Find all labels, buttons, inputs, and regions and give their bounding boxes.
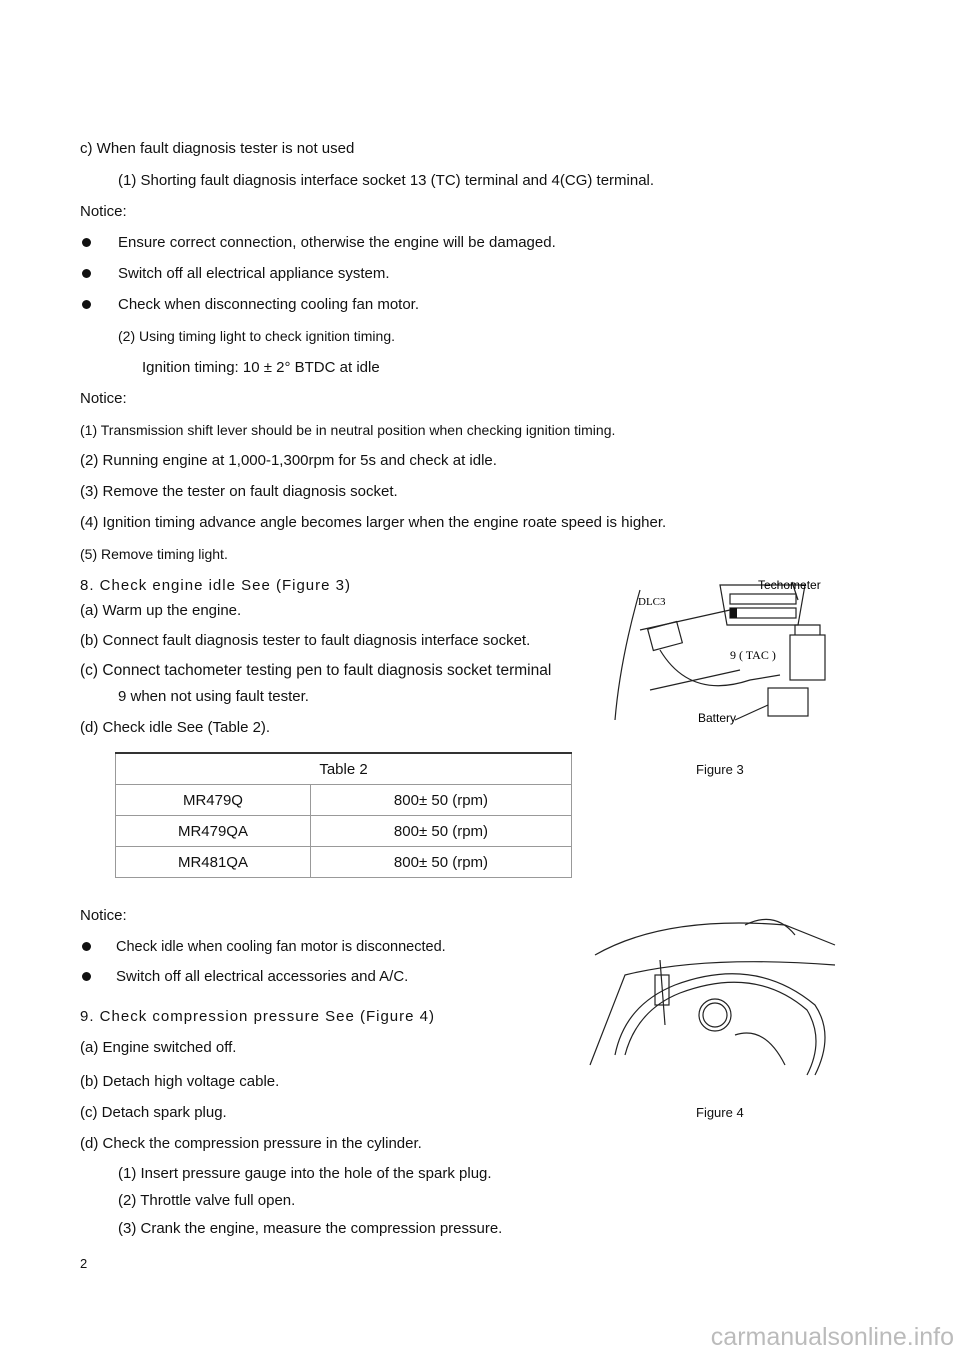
dlc3-label: DLC3 <box>638 596 666 608</box>
notice-bullet: Check idle when cooling fan motor is disconnected. <box>116 939 446 955</box>
table-row <box>116 816 572 847</box>
bullet-icon <box>82 942 91 951</box>
watermark: carmanualsonline.info <box>710 1323 954 1351</box>
note: (3) Remove the tester on fault diagnosis socket. <box>80 483 398 500</box>
note: (1) Transmission shift lever should be in neutral position when checking ignition timing. <box>80 422 616 438</box>
step: (c) Connect tachometer testing pen to fault diagnosis socket terminal <box>80 662 552 679</box>
techometer-label: Techometer <box>758 578 821 592</box>
figure-4-caption: Figure 4 <box>696 1105 744 1120</box>
step: (a) Engine switched off. <box>80 1039 237 1056</box>
section-9-title: 9. Check compression pressure See (Figure 4) <box>80 1008 435 1025</box>
substep: (1) Insert pressure gauge into the hole of the spark plug. <box>118 1165 492 1182</box>
note: (4) Ignition timing advance angle becomes larger when the engine roate speed is higher. <box>80 514 667 531</box>
substep: (3) Crank the engine, measure the compression pressure. <box>118 1220 503 1237</box>
bullet-icon <box>82 269 91 278</box>
bullet-icon <box>82 972 91 981</box>
section-8-title: 8. Check engine idle See (Figure 3) <box>80 577 351 594</box>
bullet-icon <box>82 238 91 247</box>
notice-label: Notice: <box>80 390 127 407</box>
model-cell: MR481QA <box>116 847 311 878</box>
notice-bullet: Ensure correct connection, otherwise the engine will be damaged. <box>118 234 556 251</box>
figure-3-caption: Figure 3 <box>696 762 744 777</box>
ignition-spec: Ignition timing: 10 ± 2° BTDC at idle <box>142 359 380 376</box>
model-cell: MR479QA <box>116 816 311 847</box>
step: (d) Check the compression pressure in the cylinder. <box>80 1135 422 1152</box>
idle-cell: 800± 50 (rpm) <box>310 847 571 878</box>
idle-table <box>115 752 572 878</box>
step: (c) Detach spark plug. <box>80 1104 227 1121</box>
step: (d) Check idle See (Table 2). <box>80 719 271 736</box>
table-row <box>116 847 572 878</box>
idle-cell: 800± 50 (rpm) <box>310 785 571 816</box>
notice-bullet: Switch off all electrical appliance system. <box>118 265 390 282</box>
idle-cell: 800± 50 (rpm) <box>310 816 571 847</box>
figure-3-illustration <box>600 570 840 730</box>
battery-label: Battery <box>698 711 737 725</box>
section-c-title: c) When fault diagnosis tester is not used <box>80 140 355 157</box>
step-2: (2) Using timing light to check ignition timing. <box>118 328 396 344</box>
bullet-icon <box>82 300 91 309</box>
step: (b) Connect fault diagnosis tester to fault diagnosis interface socket. <box>80 632 531 649</box>
notice-bullet: Check when disconnecting cooling fan motor. <box>118 296 420 313</box>
step: 9 when not using fault tester. <box>118 688 309 705</box>
table-title: Table 2 <box>116 753 572 785</box>
substep: (2) Throttle valve full open. <box>118 1192 296 1209</box>
model-cell: MR479Q <box>116 785 311 816</box>
figure-4-illustration <box>585 915 840 1080</box>
step-1: (1) Shorting fault diagnosis interface socket 13 (TC) terminal and 4(CG) terminal. <box>118 172 655 189</box>
tac-label: 9 ( TAC ) <box>730 648 776 662</box>
note: (2) Running engine at 1,000-1,300rpm for 5s and check at idle. <box>80 452 497 469</box>
table-row <box>116 785 572 816</box>
step: (b) Detach high voltage cable. <box>80 1073 280 1090</box>
note: (5) Remove timing light. <box>80 546 228 562</box>
page-number: 2 <box>80 1256 88 1271</box>
notice-label: Notice: <box>80 203 127 220</box>
notice-bullet: Switch off all electrical accessories and A/C. <box>116 968 409 985</box>
step: (a) Warm up the engine. <box>80 602 242 619</box>
notice-label: Notice: <box>80 907 127 924</box>
